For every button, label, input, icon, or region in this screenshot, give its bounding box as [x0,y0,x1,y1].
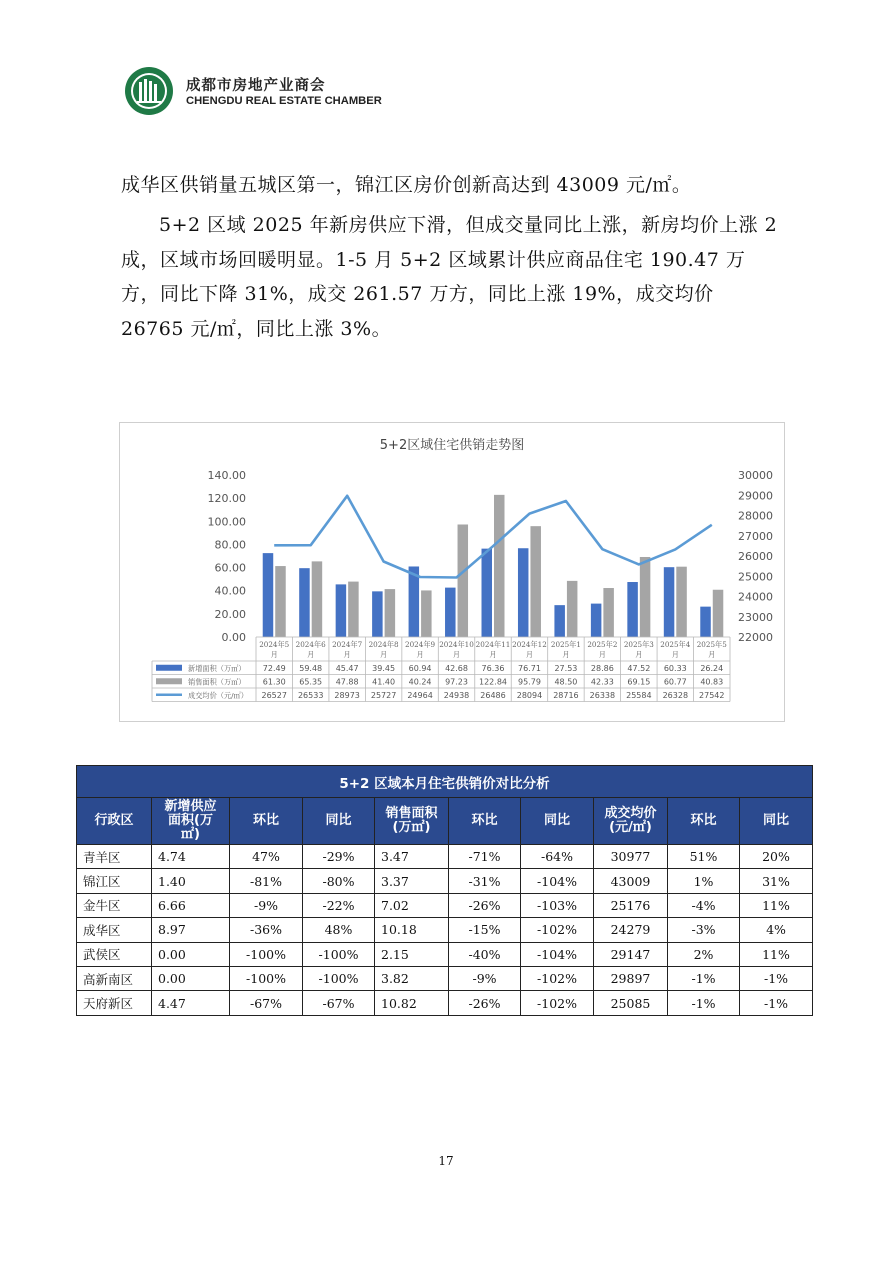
table-cell: -40% [449,942,521,966]
table-cell: -81% [230,869,303,893]
table-cell: 48% [303,918,375,942]
table-header-cell: 同比 [303,798,375,845]
y-left-tick-label: 60.00 [214,561,246,575]
x-tick-label: 月 [635,650,643,659]
table-cell: 4.47 [152,991,230,1015]
x-tick-label: 2024年8 [368,640,399,649]
table-row [77,893,813,917]
table-header-cell: 环比 [230,798,303,845]
bar-sales [494,495,505,637]
table-cell: 0.00 [152,942,230,966]
table-header-row [77,798,813,845]
data-label: 24964 [407,690,433,700]
data-label: 27542 [699,690,725,700]
y-left-tick-label: 40.00 [214,584,246,598]
x-tick-label: 月 [307,650,315,659]
table-cell: 11% [740,942,813,966]
data-label: 25727 [370,690,397,700]
x-tick-label: 月 [380,650,388,659]
table-cell: -103% [521,893,594,917]
table-cell: 3.47 [375,845,449,869]
data-label: 60.77 [663,677,687,687]
chart-svg [120,423,784,721]
table-cell: -1% [740,966,813,990]
x-tick-label: 月 [343,650,351,659]
table-row [77,869,813,893]
y-left-tick-label: 120.00 [207,492,246,506]
table-cell: -102% [521,966,594,990]
data-label: 48.50 [554,677,578,687]
data-label: 72.49 [262,663,286,673]
data-label: 95.79 [518,677,541,687]
table-header-cell: 新增供应 面积(万 ㎡) [152,798,230,845]
y-left-tick-label: 0.00 [221,631,246,644]
district-name-cell: 金牛区 [77,893,152,917]
table-cell: 29897 [594,966,668,990]
data-label: 26486 [480,690,506,700]
page-number: 17 [438,1154,454,1168]
table-cell: -67% [303,991,375,1015]
table-cell: -1% [668,966,740,990]
x-tick-label: 月 [489,650,497,659]
bar-sales [713,590,724,637]
bar-new-supply [518,548,529,637]
table-cell: -36% [230,918,303,942]
x-tick-label: 2024年7 [332,640,363,649]
y-right-tick-label: 29000 [738,489,773,503]
data-label: 28973 [334,690,360,700]
table-header-cell: 同比 [740,798,813,845]
data-label: 45.47 [335,663,359,673]
table-row [77,918,813,942]
data-label: 26527 [261,690,287,700]
table-cell: 3.82 [375,966,449,990]
table-row [77,942,813,966]
paragraph-2 [121,208,781,346]
table-cell: -15% [449,918,521,942]
x-tick-label: 月 [562,650,570,659]
data-label: 28094 [516,690,543,700]
data-label: 27.53 [554,663,578,673]
bar-new-supply [372,591,383,637]
table-cell: 30977 [594,845,668,869]
data-label: 122.84 [479,677,507,687]
table-cell: 4.74 [152,845,230,869]
table-cell: 31% [740,869,813,893]
data-label: 40.83 [700,677,724,687]
table-cell: 10.18 [375,918,449,942]
bar-new-supply [627,582,638,637]
bar-new-supply [336,584,347,637]
table-cell: 51% [668,845,740,869]
y-right-tick-label: 24000 [738,590,773,604]
table-header-cell: 同比 [521,798,594,845]
table-cell: 7.02 [375,893,449,917]
bar-sales [603,588,614,637]
data-label: 47.88 [335,677,359,687]
data-label: 59.48 [299,663,323,673]
data-label: 25584 [626,690,652,700]
table-cell: 1.40 [152,869,230,893]
x-tick-label: 月 [525,650,534,659]
x-tick-label: 月 [416,650,424,659]
data-label: 61.30 [262,677,286,687]
table-cell: -3% [668,918,740,942]
data-label: 41.40 [372,677,396,687]
y-right-tick-label: 27000 [738,529,773,543]
table-cell: 6.66 [152,893,230,917]
table-cell: -64% [521,845,594,869]
supply-sales-chart [119,422,785,722]
table-cell: 0.00 [152,966,230,990]
bar-sales [312,561,323,637]
table-cell: 3.37 [375,869,449,893]
table-cell: -26% [449,991,521,1015]
data-label: 40.24 [408,677,432,687]
data-label: 26338 [589,690,616,700]
x-tick-label: 2025年2 [587,640,618,649]
table-cell: -29% [303,845,375,869]
x-tick-label: 2024年5 [259,640,290,649]
data-label: 42.33 [590,677,614,687]
table-row [77,845,813,869]
table-cell: -9% [230,893,303,917]
x-tick-label: 2025年3 [623,640,654,649]
table-cell: 2.15 [375,942,449,966]
table-cell: -102% [521,991,594,1015]
x-tick-label: 2024年6 [295,640,326,649]
x-tick-label: 月 [598,650,606,659]
table-row [77,991,813,1015]
legend-label: 新增面积（万㎡） [188,663,246,673]
bar-sales [530,526,541,637]
x-tick-label: 2025年4 [660,640,691,649]
table-cell: -22% [303,893,375,917]
bar-sales [421,590,432,637]
bar-sales [385,589,396,637]
table-cell: 2% [668,942,740,966]
data-label: 28716 [553,690,579,700]
x-tick-label: 2024年10 [439,640,474,649]
y-right-tick-label: 25000 [738,570,773,584]
bar-new-supply [263,553,274,637]
data-label: 39.45 [372,663,396,673]
data-label: 69.15 [627,677,651,687]
y-left-tick-label: 20.00 [214,607,246,621]
legend-label: 成交均价（元/㎡） [188,690,248,700]
chamber-logo-icon [124,66,174,116]
x-tick-label: 月 [671,650,679,659]
bar-new-supply [445,588,456,637]
district-name-cell: 武侯区 [77,942,152,966]
table-cell: -71% [449,845,521,869]
x-tick-label: 2025年5 [696,640,727,649]
table-cell: -1% [668,991,740,1015]
table-body [77,845,813,1016]
data-label: 76.71 [518,663,541,673]
table-row [77,966,813,990]
data-label: 28.86 [590,663,614,673]
bar-sales [567,581,578,637]
table-cell: -26% [449,893,521,917]
y-left-tick-label: 80.00 [214,538,246,552]
y-right-tick-label: 26000 [738,550,773,563]
table-cell: 25176 [594,893,668,917]
district-name-cell: 天府新区 [77,991,152,1015]
table-cell: -9% [449,966,521,990]
data-label: 26328 [662,690,689,700]
table-cell: -100% [230,966,303,990]
y-right-tick-label: 22000 [738,631,773,644]
data-label: 60.33 [663,663,687,673]
paragraph-1: 成华区供销量五城区第一，锦江区房价创新高达到 43009 元/㎡。 [121,174,692,196]
data-label: 65.35 [299,677,323,687]
table-cell: -104% [521,869,594,893]
data-label: 24938 [443,690,470,700]
table-cell: -100% [303,942,375,966]
table-cell: 4% [740,918,813,942]
legend-swatch [156,678,182,684]
org-name-cn: 成都市房地产业商会 [186,78,326,94]
table-header-cell: 销售面积 (万㎡) [375,798,449,845]
bar-new-supply [664,567,675,637]
data-label: 26533 [297,690,324,700]
data-label: 60.94 [408,663,432,673]
district-name-cell: 高新南区 [77,966,152,990]
data-label: 47.52 [627,663,651,673]
table-cell: 8.97 [152,918,230,942]
x-tick-label: 2025年1 [550,640,581,649]
x-tick-label: 月 [708,650,716,659]
paragraph-2-text: 5+2 区域 2025 年新房供应下滑，但成交量同比上涨，新房均价上涨 2 成，区域市场回暖明显。1-5 月 5+2 区域累计供应商品住宅 190.47 万方，同比下降 31%，成交 261.57 万方，同比上涨 19%，成交均价 26765 元/㎡，同比上涨 3%。 [121,214,778,340]
data-label: 26.24 [700,663,724,673]
table-cell: -31% [449,869,521,893]
legend-label: 销售面积（万㎡） [188,677,246,687]
y-left-tick-label: 100.00 [207,515,246,529]
table-cell: -100% [230,942,303,966]
x-tick-label: 月 [270,650,278,659]
table-title: 5+2 区域本月住宅供销价对比分析 [77,766,813,798]
org-name-en: CHENGDU REAL ESTATE CHAMBER [186,95,382,107]
table-cell: -1% [740,991,813,1015]
district-name-cell: 青羊区 [77,845,152,869]
table-cell: 43009 [594,869,668,893]
table-header-cell: 行政区 [77,798,152,845]
table-cell: -100% [303,966,375,990]
table-header-cell: 环比 [449,798,521,845]
table-cell: 25085 [594,991,668,1015]
bar-sales [458,524,469,637]
bar-sales [676,567,687,637]
bar-new-supply [482,549,493,637]
data-label: 97.23 [445,677,468,687]
table-cell: 24279 [594,918,668,942]
bar-new-supply [554,605,565,637]
x-tick-label: 2024年9 [405,640,436,649]
table-cell: 11% [740,893,813,917]
table-cell: 20% [740,845,813,869]
y-left-tick-label: 140.00 [207,469,246,482]
legend-swatch [156,665,182,671]
x-tick-label: 2024年12 [512,640,547,649]
table-cell: -104% [521,942,594,966]
bar-new-supply [299,568,310,637]
table-cell: -80% [303,869,375,893]
district-name-cell: 锦江区 [77,869,152,893]
y-right-tick-label: 23000 [738,610,773,624]
district-name-cell: 成华区 [77,918,152,942]
table-cell: 10.82 [375,991,449,1015]
table-cell: 1% [668,869,740,893]
y-right-tick-label: 30000 [738,469,773,482]
bar-sales [640,557,651,637]
table-cell: -67% [230,991,303,1015]
y-right-tick-label: 28000 [738,509,773,523]
table-header-cell: 成交均价 (元/㎡) [594,798,668,845]
data-label: 76.36 [481,663,505,673]
table-header-cell: 环比 [668,798,740,845]
comparison-table [76,765,813,1016]
table-cell: -4% [668,893,740,917]
data-label: 42.68 [445,663,468,673]
table-cell: -102% [521,918,594,942]
table-cell: 29147 [594,942,668,966]
chart-title: 5+2区域住宅供销走势图 [379,438,525,453]
bar-sales [348,582,359,637]
table-cell: 47% [230,845,303,869]
bar-new-supply [591,604,602,637]
bar-sales [275,566,286,637]
comparison-table-wrap [76,765,813,1016]
x-tick-label: 2024年11 [475,640,511,649]
page-header [124,66,524,116]
bar-new-supply [700,607,711,637]
x-tick-label: 月 [452,650,461,659]
